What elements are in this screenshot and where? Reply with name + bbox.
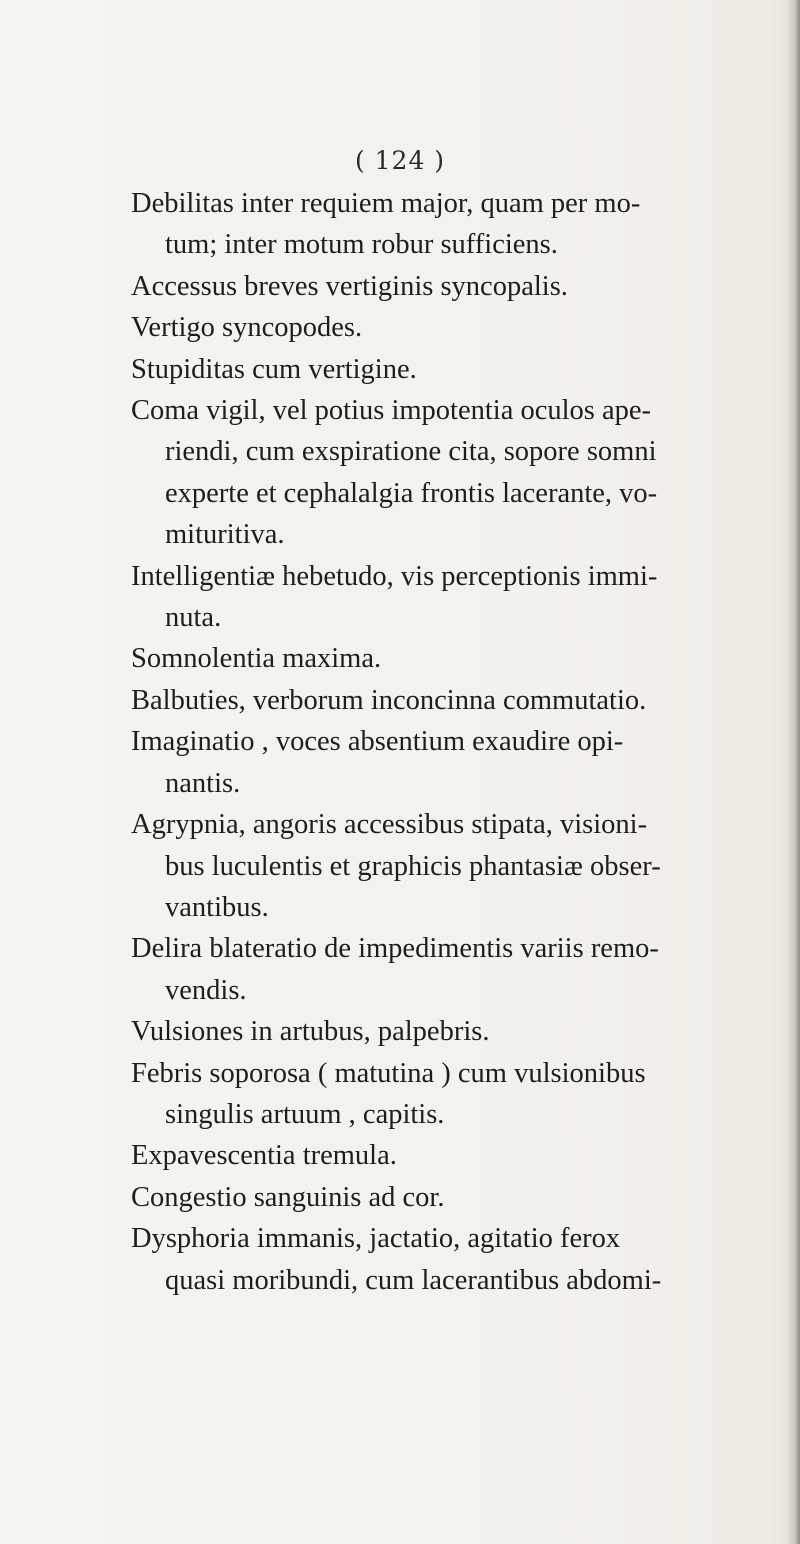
entry-line: Dysphoria immanis, jactatio, agitatio ferox <box>131 1223 621 1255</box>
symptom-entry <box>131 928 771 1011</box>
entry-line: Balbuties, verborum inconcinna commutatio. <box>131 684 647 716</box>
symptom-entry <box>131 349 771 390</box>
symptom-entry <box>131 266 771 307</box>
symptom-entry <box>131 1135 771 1176</box>
entry-line: Expavescentia tremula. <box>131 1140 397 1172</box>
entry-line: Stupiditas cum vertigine. <box>131 353 417 385</box>
symptom-entry <box>131 804 771 928</box>
entry-line-continued: nuta. <box>165 602 222 634</box>
entry-line: Intelligentiæ hebetudo, vis perceptionis immi- <box>131 560 658 592</box>
symptom-entry <box>131 638 771 679</box>
entry-line: Somnolentia maxima. <box>131 643 382 675</box>
entry-line-continued: mituritiva. <box>165 519 285 551</box>
entry-line-continued: tum; inter motum robur sufficiens. <box>165 229 558 261</box>
entry-line-continued: vantibus. <box>165 891 269 923</box>
page-edge-shadow <box>786 0 800 1544</box>
symptom-entry <box>131 390 771 556</box>
symptom-entry <box>131 721 771 804</box>
symptom-entry <box>131 1177 771 1218</box>
entry-line: Vulsiones in artubus, palpebris. <box>131 1016 490 1048</box>
entry-line: Congestio sanguinis ad cor. <box>131 1181 445 1213</box>
symptom-entry <box>131 680 771 721</box>
entry-line: Debilitas inter requiem major, quam per mo- <box>131 188 641 219</box>
symptom-entry <box>131 1053 771 1136</box>
entry-line-continued: vendis. <box>165 974 247 1006</box>
entry-line-continued: bus luculentis et graphicis phantasiæ obser- <box>165 850 661 882</box>
entry-line: Vertigo syncopodes. <box>131 312 363 344</box>
entry-line-continued: riendi, cum exspiratione cita, sopore somni <box>165 436 657 468</box>
entry-line: Imaginatio , voces absentium exaudire opi- <box>131 726 624 758</box>
entry-line: Coma vigil, vel potius impotentia oculos ape- <box>131 395 652 427</box>
symptom-entry <box>131 556 771 639</box>
symptom-entry <box>131 307 771 348</box>
entry-line-continued: experte et cephalalgia frontis lacerante, vo- <box>165 477 658 509</box>
symptom-entry <box>131 183 771 266</box>
entry-line-continued: nantis. <box>165 767 241 799</box>
entry-line-continued: quasi moribundi, cum lacerantibus abdomi- <box>165 1264 662 1296</box>
symptom-list <box>131 183 771 1301</box>
entry-line-continued: singulis artuum , capitis. <box>165 1098 445 1130</box>
symptom-entry <box>131 1011 771 1052</box>
page-number: ( 124 ) <box>354 146 446 175</box>
entry-line: Accessus breves vertiginis syncopalis. <box>131 270 568 302</box>
entry-line: Delira blateratio de impedimentis variis remo- <box>131 933 659 965</box>
entry-line: Febris soporosa ( matutina ) cum vulsionibus <box>131 1057 646 1089</box>
entry-line: Agrypnia, angoris accessibus stipata, visioni- <box>131 809 648 841</box>
symptom-entry <box>131 1218 771 1301</box>
